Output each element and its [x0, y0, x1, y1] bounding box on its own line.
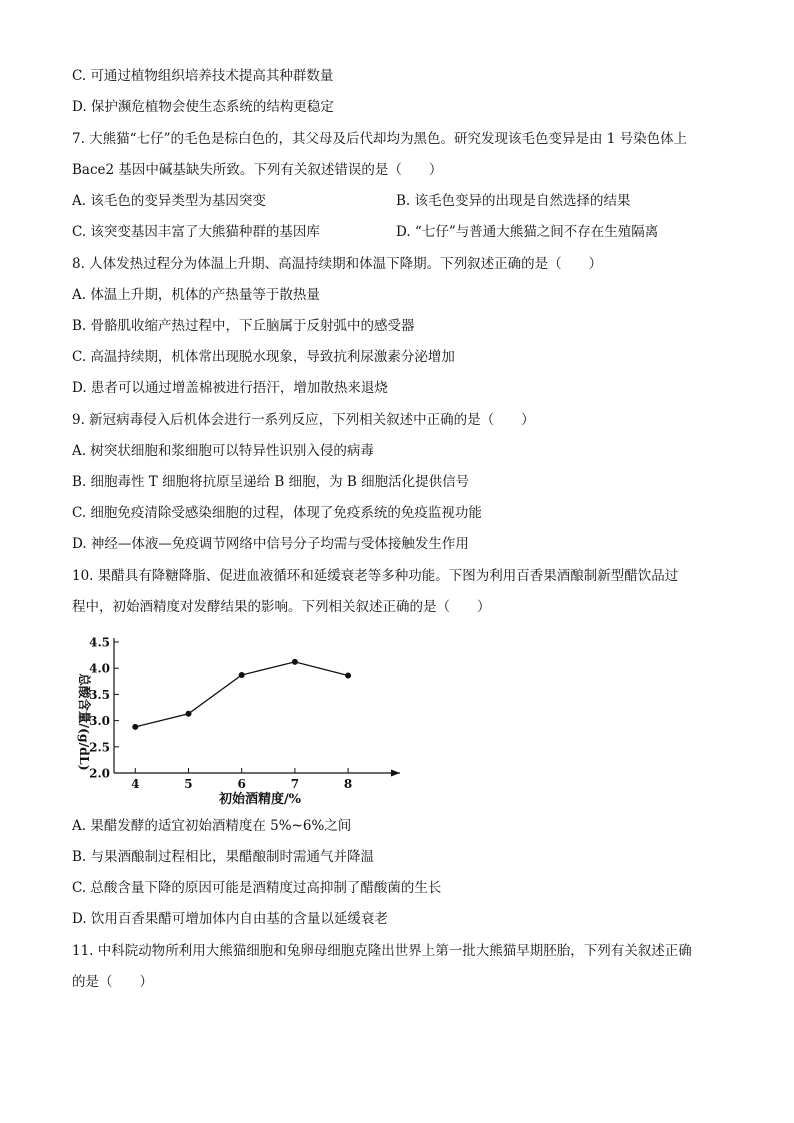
y-tick-label: 2.5: [89, 740, 110, 755]
y-tick-label: 4.0: [89, 661, 110, 676]
question-7-option-a: A. 该毛色的变异类型为基因突变: [72, 193, 266, 209]
prev-option-c: C. 可通过植物组织培养技术提高其种群数量: [72, 68, 334, 84]
chart-x-axis-label: 初始酒精度/%: [218, 792, 302, 807]
data-point: [132, 724, 138, 730]
question-8-stem: 8. 人体发热过程分为体温上升期、高温持续期和体温下降期。下列叙述正确的是（ ）: [72, 256, 603, 272]
question-11-stem-line1: 11. 中科院动物所利用大熊猫细胞和兔卵母细胞克隆出世界上第一批大熊猫早期胚胎，下列有关叙述正确: [72, 943, 692, 959]
data-point: [185, 711, 191, 717]
y-tick-label: 4.5: [89, 635, 110, 650]
question-7-option-c: C. 该突变基因丰富了大熊猫种群的基因库: [72, 224, 320, 240]
x-tick-label: 6: [237, 777, 246, 791]
question-10-option-c: C. 总酸含量下降的原因可能是酒精度过高抑制了醋酸菌的生长: [72, 880, 442, 896]
x-tick-label: 7: [290, 777, 300, 791]
chart-ticks: [89, 636, 352, 792]
prev-option-d: D. 保护濒危植物会使生态系统的结构更稳定: [72, 99, 334, 115]
question-8-option-c: C. 高温持续期，机体常出现脱水现象，导致抗利尿激素分泌增加: [72, 349, 455, 365]
question-10-option-d: D. 饮用百香果醋可增加体内自由基的含量以延缓衰老: [72, 911, 388, 927]
data-point: [292, 659, 298, 665]
question-10-option-a: A. 果醋发酵的适宜初始酒精度在 5%~6%之间: [72, 818, 352, 834]
y-tick-label: 3.5: [89, 687, 110, 702]
question-10-option-b: B. 与果酒酿制过程相比，果醋酿制时需通气并降温: [72, 849, 375, 865]
chart-axes: [114, 638, 400, 777]
question-11-stem-line2: 的是（ ）: [72, 974, 153, 990]
y-tick-label: 3.0: [89, 714, 110, 729]
question-10-stem-line2: 程中，初始酒精度对发酵结果的影响。下列相关叙述正确的是（ ）: [72, 599, 491, 615]
x-tick-label: 5: [184, 777, 193, 791]
question-8-option-b: B. 骨骼肌收缩产热过程中，下丘脑属于反射弧中的感受器: [72, 318, 415, 334]
chart-series: [132, 659, 351, 730]
question-10-stem-line1: 10. 果醋具有降糖降脂、促进血液循环和延缓衰老等多种功能。下图为利用百香果酒酿制新型醋饮品过: [72, 568, 679, 584]
question-9-option-a: A. 树突状细胞和浆细胞可以特异性识别入侵的病毒: [72, 443, 374, 459]
question-7-stem-line2: Bace2 基因中碱基缺失所致。下列有关叙述错误的是（ ）: [72, 162, 443, 178]
x-tick-label: 8: [343, 777, 353, 791]
question-7-stem-line1: 7. 大熊猫“七仔”的毛色是棕白色的，其父母及后代却均为黑色。研究发现该毛色变异是由 1 号染色体上: [72, 131, 688, 147]
question-9-option-b: B. 细胞毒性 T 细胞将抗原呈递给 B 细胞，为 B 细胞活化提供信号: [72, 474, 470, 490]
chart-y-axis-label: 总酸含量/(g/dL): [77, 673, 92, 771]
question-9-option-c: C. 细胞免疫清除受感染细胞的过程，体现了免疫系统的免疫监视功能: [72, 505, 482, 521]
acid-content-line-chart: [70, 632, 410, 810]
y-tick-label: 2.0: [89, 766, 110, 781]
question-9-option-d: D. 神经—体液—免疫调节网络中信号分子均需与受体接触发生作用: [72, 536, 469, 552]
question-7-option-b: B. 该毛色变异的出现是自然选择的结果: [396, 193, 631, 209]
data-point: [345, 673, 351, 679]
x-tick-label: 4: [131, 777, 140, 791]
x-axis-arrow: [391, 770, 400, 777]
question-9-stem: 9. 新冠病毒侵入后机体会进行一系列反应，下列相关叙述中正确的是（ ）: [72, 412, 535, 428]
question-8-option-a: A. 体温上升期，机体的产热量等于散热量: [72, 287, 320, 303]
question-8-option-d: D. 患者可以通过增盖棉被进行捂汗，增加散热来退烧: [72, 380, 388, 396]
series-line: [135, 662, 348, 727]
data-point: [239, 672, 245, 678]
question-7-option-d: D. “七仔”与普通大熊猫之间不存在生殖隔离: [396, 224, 659, 240]
